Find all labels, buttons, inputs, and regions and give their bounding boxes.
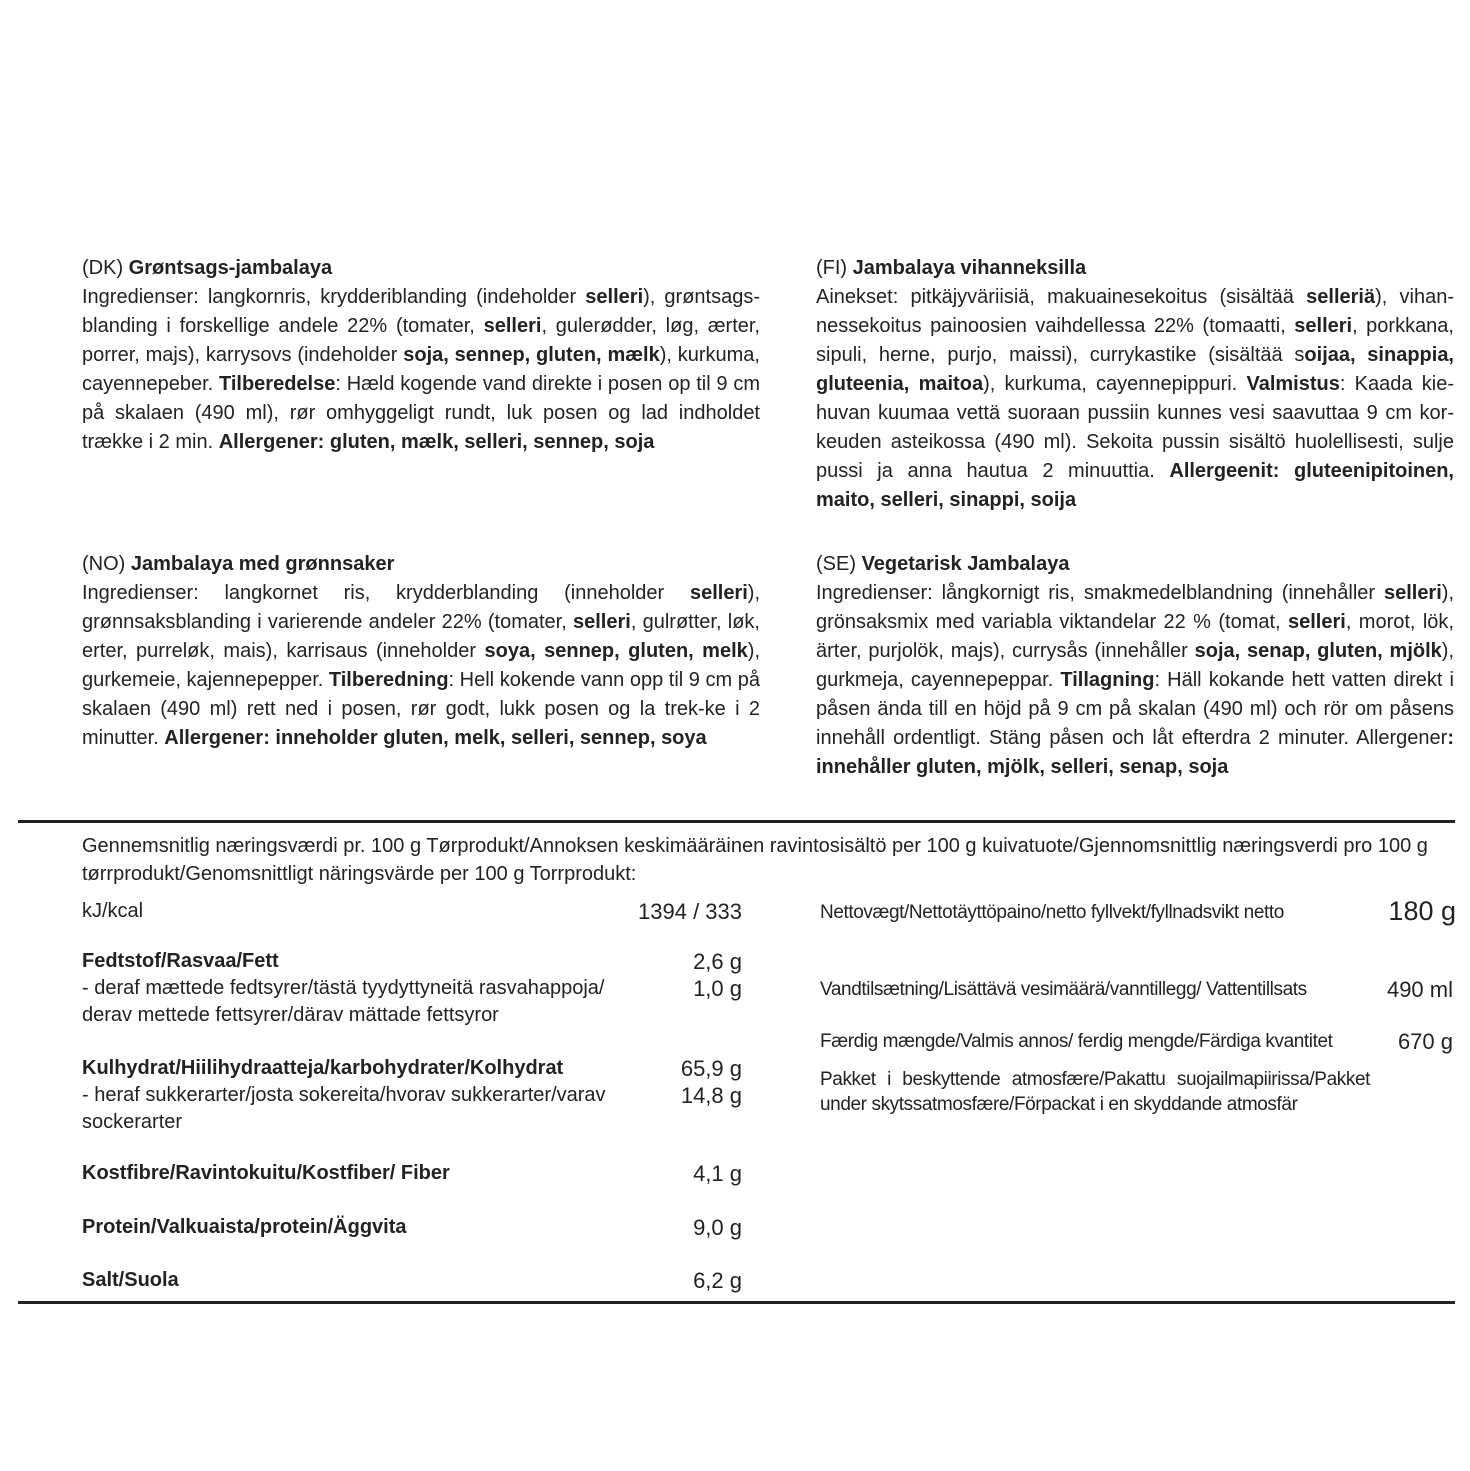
dk-ingredients: Ingredienser: langkornris, krydderiblanding (indeholder selleri), grøntsags-blanding i forskellige andele 22% (tomater, selleri, gulerødder, løg, ærter, porrer, majs), karrysovs (indeholder soja, sennep, gluten, mælk), kurkuma, cayennepeber. Tilberedelse: Hæld kogende vand direkte i posen op til 9 cm på skalaen (490 ml), rør omhyggeligt rundt, luk posen og lad indholdet trække i 2 min. Allergener: gluten, mælk, selleri, sennep, soja	[82, 286, 761, 453]
sugars-value: 14,8 g	[680, 1083, 742, 1108]
net-weight-value: 180 g	[1388, 896, 1456, 926]
fi-title: Jambalaya vihanneksilla	[852, 257, 1087, 279]
se-heading	[816, 550, 1454, 579]
nutrition-row-salt	[82, 1267, 742, 1297]
ready-amount-row	[820, 1029, 1456, 1059]
no-section	[82, 550, 760, 753]
fi-ingredients: Ainekset: pitkäjyväriisiä, makuainesekoitus (sisältää selleriä), vihan-nessekoitus painoosien vaihdellessa 22% (tomaatti, selleri, porkkana, sipuli, herne, purjo, maissi), currykastike (sisältää soijaa, sinappia, gluteenia, maitoa), kurkuma, cayennepippuri. Valmistus: Kaada kie-huvan kuumaa vettä suoraan pussiin kunnes vesi saavuttaa 9 cm kor-keuden asteikossa (490 ml). Sekoita pussin sisältö huolellisesti, sulje pussi ja anna hautua 2 minuuttia. Allergeenit: gluteenipitoinen, maito, selleri, sinappi, soija	[816, 286, 1454, 511]
no-ingredients: Ingredienser: langkornet ris, krydderblanding (inneholder selleri), grønnsaksblanding i varierende andeler 22% (tomater, selleri, gulrøtter, løk, erter, purreløk, mais), karrisaus (inneholder soya, sennep, gluten, melk), gurkemeie, kajennepepper. Tilberedning: Hell kokende vann opp til 9 cm på skalaen (490 ml) rett ned i posen, rør godt, lukk posen og la trek-ke i 2 minutter. Allergener: inneholder gluten, melk, selleri, sennep, soya	[82, 582, 760, 749]
fi-heading	[816, 254, 1454, 283]
net-weight-row	[820, 896, 1456, 936]
fat-values	[693, 948, 742, 1002]
se-ingredients: Ingredienser: långkornigt ris, smakmedelblandning (innehåller selleri), grönsaksmix med variabla viktandelar 22 % (tomat, selleri, morot, lök, ärter, purjolök, majs), currysås (innehåller soja, senap, gluten, mjölk), gurkmeja, cayennepeppar. Tillagning: Häll kokande hett vatten direkt i påsen ända till en höjd på 9 cm på skalan (490 ml) och rör om påsens innehåll ordentligt. Stäng påsen och låt efterdra 2 minuter. Allergener: innehåller gluten, mjölk, selleri, senap, soja	[816, 582, 1454, 778]
water-label: Vandtilsætning/Lisättävä vesimäärä/vanntillegg/ Vattentillsats	[820, 979, 1307, 1000]
net-weight-label: Nettovægt/Nettotäyttöpaino/netto fyllvekt/fyllnadsvikt netto	[820, 902, 1284, 923]
dk-code: (DK)	[82, 257, 124, 279]
carbs-label: Kulhydrat/Hiilihydraatteja/karbohydrater/Kolhydrat	[82, 1057, 564, 1079]
nutrition-row-protein	[82, 1214, 742, 1244]
nutrition-row-fibre	[82, 1160, 742, 1190]
se-allergens-label: Allergener	[1356, 727, 1448, 749]
water-row	[820, 977, 1456, 1007]
fat-label-group	[82, 948, 657, 1029]
packaging-text: Pakket i beskyttende atmosfære/Pakattu suojailmapiirissa/Pakket under skytssatmosfære/Förpackat i en skyddande atmosfär	[820, 1069, 1370, 1115]
saturated-fat-label: - deraf mættede fedtsyrer/tästä tyydyttyneitä rasvahappoja/ derav mettede fettsyrer/därav mättade fettsyror	[82, 977, 605, 1026]
sugars-label: - heraf sukkerarter/josta sokereita/hvorav sukkerarter/varav sockerarter	[82, 1084, 606, 1133]
dk-allergens: Allergener: gluten, mælk, selleri, sennep, soja	[218, 431, 655, 453]
dk-section	[82, 254, 760, 457]
se-section	[816, 550, 1454, 782]
packaging-note	[820, 1067, 1456, 1123]
se-title: Vegetarisk Jambalaya	[861, 553, 1070, 575]
carbs-values	[681, 1055, 742, 1109]
carbs-label-group	[82, 1055, 657, 1136]
no-allergens: Allergener: inneholder gluten, melk, selleri, sennep, soya	[164, 727, 707, 749]
saturated-fat-value: 1,0 g	[693, 976, 742, 1001]
fat-label: Fedtstof/Rasvaa/Fett	[82, 950, 279, 972]
fi-allergens: Allergeenit: gluteenipitoinen, maito, selleri, sinappi, soija	[816, 460, 1454, 511]
dk-heading	[82, 254, 760, 283]
water-value: 490 ml	[1386, 977, 1453, 1002]
nutrition-row-fat	[82, 948, 742, 1028]
energy-label: kJ/kcal	[82, 900, 144, 922]
dk-title: Grøntsags-jambalaya	[128, 257, 333, 279]
energy-value: 1394 / 333	[638, 899, 742, 924]
no-code: (NO)	[82, 553, 126, 575]
nutrition-top-divider	[18, 820, 1455, 823]
no-heading	[82, 550, 760, 579]
carbs-value: 65,9 g	[680, 1056, 742, 1081]
nutrition-intro: Gennemsnitlig næringsværdi pr. 100 g Tørprodukt/Annoksen keskimääräinen ravintosisältö per 100 g kuivatuote/Gjennomsnittlig næringsverdi pro 100 g tørrprodukt/Genomsnittligt näringsvärde per 100 g Torrprodukt:	[82, 835, 1428, 885]
fat-value: 2,6 g	[693, 949, 742, 974]
ready-amount-label: Færdig mængde/Valmis annos/ ferdig mengde/Färdiga kvantitet	[820, 1031, 1333, 1052]
se-code: (SE)	[816, 553, 856, 575]
salt-label: Salt/Suola	[82, 1269, 179, 1291]
nutrition-row-carbs	[82, 1055, 742, 1135]
fibre-value: 4,1 g	[693, 1161, 742, 1186]
nutrition-bottom-divider	[18, 1301, 1455, 1304]
fibre-label: Kostfibre/Ravintokuitu/Kostfiber/ Fiber	[82, 1162, 450, 1184]
fi-section	[816, 254, 1454, 515]
se-allergens: : innehåller gluten, mjölk, selleri, senap, soja	[816, 727, 1454, 778]
ready-amount-value: 670 g	[1397, 1029, 1453, 1054]
no-title: Jambalaya med grønnsaker	[130, 553, 395, 575]
protein-label: Protein/Valkuaista/protein/Äggvita	[82, 1216, 407, 1238]
fi-code: (FI)	[816, 257, 848, 279]
salt-value: 6,2 g	[693, 1268, 742, 1293]
protein-value: 9,0 g	[693, 1215, 742, 1240]
nutrition-row-energy	[82, 898, 742, 928]
